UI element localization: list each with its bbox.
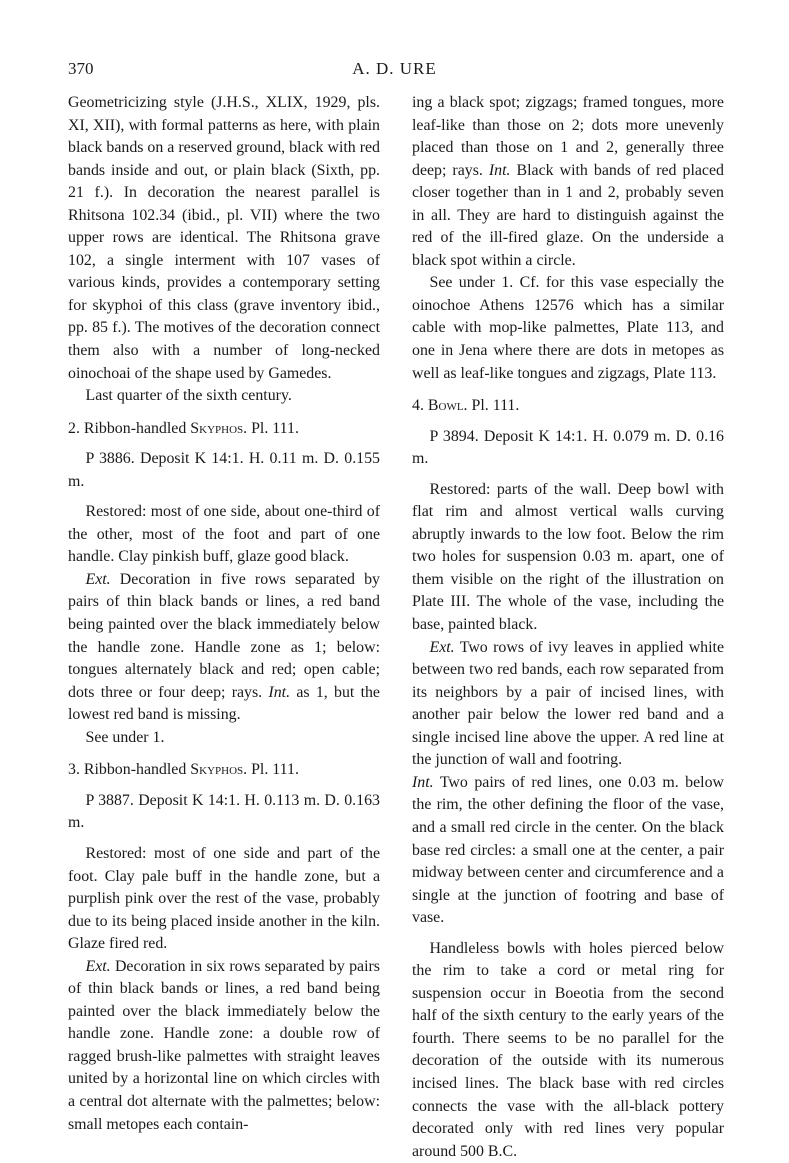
item4-inventory: P 3894. Deposit K 14:1. H. 0.079 m. D. 0.16 m. bbox=[412, 427, 724, 468]
item4-interior bbox=[412, 772, 724, 930]
item3-cont-a: ing a black spot; zigzags; framed tongues, more leaf-like than those on 2; dots more unevenly placed than those on 1 and 2, generally three deep; rays. bbox=[412, 94, 724, 179]
item4-discussion-main: Handleless bowls with holes pierced below the rim to take a cord or metal ring for suspension occur in Boeotia from the second half of the sixth century to the early years of the fourth. There seems to be no parallel for the decoration of the outside with its numerous incised lines. The black base with red circles connects the vase with the all-black pottery decorated only with red lines very popular around 500 bbox=[412, 939, 724, 1160]
item4-heading-plate: Pl. 111. bbox=[471, 397, 520, 415]
item3-heading-type: Skyphos. bbox=[190, 761, 248, 779]
date-line: Last quarter of the sixth century. bbox=[85, 387, 292, 405]
item2-inventory: P 3886. Deposit K 14:1. H. 0.11 m. D. 0.155 m. bbox=[68, 450, 380, 490]
item4-number: 4. bbox=[412, 397, 424, 415]
item3-inventory: P 3887. Deposit K 14:1. H. 0.113 m. D. 0.163 m. bbox=[68, 791, 380, 832]
page-number: 370 bbox=[68, 59, 94, 78]
right-column bbox=[412, 92, 724, 1163]
item3-heading bbox=[68, 759, 380, 782]
item2-heading-plate: Pl. 111. bbox=[251, 419, 299, 437]
item4-ext-text: Two rows of ivy leaves in applied white between two red bands, each row separated from its neighbors by a pair of incised lines, with another pair below the lower red band and a single incised line above the upper. A red line at the junction of wall and footring. bbox=[412, 638, 724, 769]
item4-heading-type: Bowl. bbox=[427, 397, 468, 415]
item4-ext-label: Ext. bbox=[429, 638, 455, 656]
item3-see-under: See under 1. Cf. for this vase especially the oinochoe Athens 12576 which has a similar cable with mop-like palmettes, Plate 113, and one in Jena where there are dots in metopes as well as leaf-like tongues and zigzags, Plate 113. bbox=[412, 274, 724, 382]
item2-heading-type: Skyphos. bbox=[190, 419, 248, 437]
item3-ext-label: Ext. bbox=[85, 957, 111, 975]
item3-restored: Restored: most of one side and part of the foot. Clay pale buff in the handle zone, but a purplish pink over the rest of the vase, probably due to its being placed inside another in the kiln. Glaze fired red. bbox=[68, 844, 380, 953]
item3-continuation bbox=[412, 92, 724, 272]
item3-number: 3. bbox=[68, 761, 80, 779]
item2-number: 2. bbox=[68, 419, 80, 437]
item3-heading-pre: Ribbon-handled bbox=[83, 761, 187, 779]
item4-discussion bbox=[412, 938, 724, 1163]
item2-restored: Restored: most of one side, about one-third of the other, most of the foot and part of one handle. Clay pinkish buff, glaze good black. bbox=[68, 503, 380, 566]
item2-int-label: Int. bbox=[268, 683, 291, 701]
left-column bbox=[68, 92, 380, 1136]
item4-discussion-era: B.C. bbox=[487, 1142, 518, 1160]
item2-exterior bbox=[68, 569, 380, 727]
item3-exterior bbox=[68, 956, 380, 1136]
item4-heading bbox=[412, 395, 724, 418]
item4-int-text: Two pairs of red lines, one 0.03 m. below the rim, the other defining the floor of the vase, and a small red circle in the center. On the black base red circles: a small one at the center, a pair midway between center and circumference and a single at the junction of footring and base of vase. bbox=[412, 773, 725, 927]
item2-see-under: See under 1. bbox=[85, 728, 165, 746]
item3-ext-text: Decoration in six rows separated by pairs of thin black bands or lines, a red band being painted over the black immediately below the handle zone. Handle zone: a double row of ragged brush-like palmettes with straight leaves united by a horizontal line on which circles with a central dot alternate with the palmettes; below: small metopes each contain- bbox=[68, 957, 380, 1133]
intro-paragraph: Geometricizing style (J.H.S., XLIX, 1929, pls. XI, XII), with formal patterns as here, with plain black bands on a reserved ground, black with red bands inside and out, or plain black (Sixth, pp. 21 f.). In decoration the nearest parallel is Rhitsona 102.34 (ibid., pl. VII) where the two upper rows are identical. The Rhitsona grave 102, a single interment with 107 vases of various kinds, provides a contemporary setting for skyphoi of this class (grave inventory ibid., pp. 85 f.). The motives of the decoration connect them also with a number of long-necked oinochoai of the shape used by Gamedes. bbox=[68, 94, 380, 382]
running-title: A. D. URE bbox=[352, 59, 437, 78]
item2-heading-pre: Ribbon-handled bbox=[83, 419, 187, 437]
item2-int-text: as 1, but the lowest red band is missing. bbox=[68, 683, 380, 724]
item2-ext-text: Decoration in five rows separated by pairs of thin black bands or lines, a red band being painted over the black immediately below the handle zone. Handle zone as 1; below: tongues alternately black and red; open cable; dots three or four deep; rays. bbox=[68, 570, 380, 701]
item3-cont-b: Black with bands of red placed closer together than in 1 and 2, probably seven in all. They are hard to distinguish against the red of the ill-fired glaze. On the underside a black spot within a circle. bbox=[412, 161, 724, 269]
item3-heading-plate: Pl. 111. bbox=[251, 761, 299, 779]
item3-int-label: Int. bbox=[488, 161, 511, 179]
item2-ext-label: Ext. bbox=[85, 570, 111, 588]
item4-restored: Restored: parts of the wall. Deep bowl with flat rim and almost vertical walls curving abruptly inwards to the low foot. Below the rim two holes for suspension 0.03 m. apart, one of them visible on the right of the illustration on Plate III. The whole of the vase, including the base, painted black. bbox=[412, 480, 724, 634]
item4-exterior bbox=[412, 637, 724, 772]
item2-heading bbox=[68, 418, 380, 441]
item4-int-label: Int. bbox=[412, 773, 434, 791]
